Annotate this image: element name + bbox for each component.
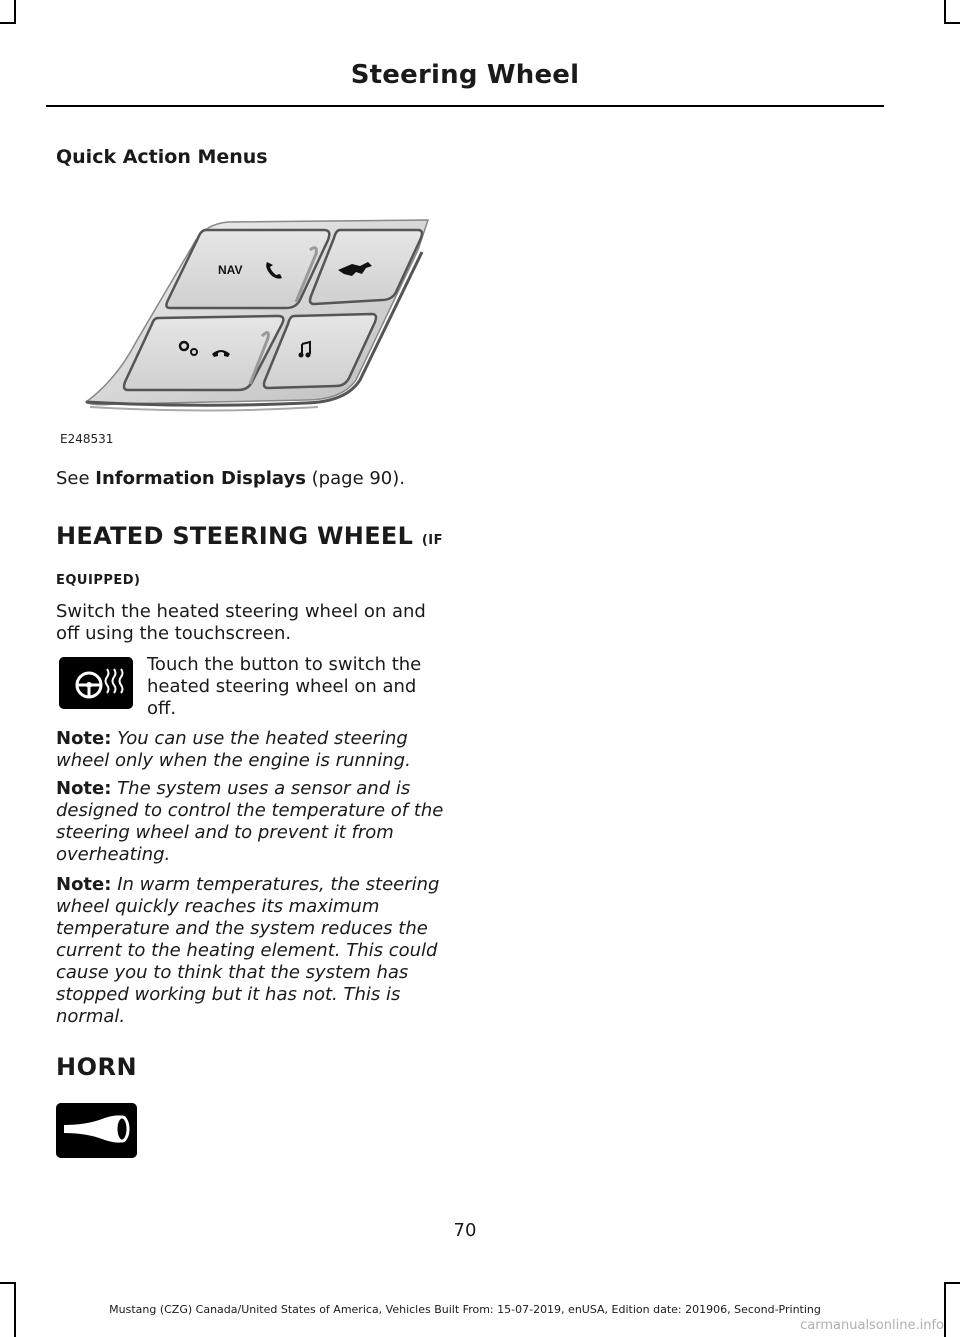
crop-mark (944, 22, 960, 24)
see-prefix: See (56, 468, 96, 489)
cross-reference-link[interactable]: Information Displays (95, 468, 306, 489)
section-title-quick-action-menus: Quick Action Menus (56, 146, 268, 168)
heated-title-suffix: (IF (421, 533, 443, 548)
horn-icon (56, 1103, 137, 1158)
note-label: Note: (56, 778, 112, 799)
header-rule (46, 105, 884, 107)
see-suffix: (page 90). (305, 468, 406, 489)
crop-mark (944, 1282, 946, 1337)
watermark: carmanualsonline.info (800, 1318, 944, 1333)
intro-paragraph: Switch the heated steering wheel on and off using the touchscreen. (56, 601, 426, 644)
heated-title-suffix-2: EQUIPPED) (56, 573, 141, 588)
nav-key-label: NAV (218, 263, 243, 277)
crop-mark (0, 1282, 16, 1284)
note-label: Note: (56, 874, 112, 895)
crop-mark (944, 1282, 960, 1284)
running-head: Steering Wheel (350, 60, 580, 90)
heated-title-main: HEATED STEERING WHEEL (56, 522, 414, 550)
crop-mark (944, 0, 946, 22)
note-label: Note: (56, 728, 112, 749)
figure-id: E248531 (60, 432, 114, 446)
steering-switch-illustration (56, 210, 446, 450)
note-text: In warm temperatures, the steering wheel quickly reaches its maximum temperature and the system reduces the current to the heating element. This could cause you to think that the system has stopped working but it has not. This is normal. (56, 874, 440, 1027)
page-number: 70 (453, 1220, 477, 1241)
note (56, 778, 448, 866)
section-title-horn: HORN (56, 1053, 138, 1081)
note (56, 728, 448, 772)
touch-instruction: Touch the button to switch the heated steering wheel on and off. (147, 654, 422, 719)
crop-mark (14, 0, 16, 22)
cross-reference (56, 468, 448, 490)
note-text: The system uses a sensor and is designed to control the temperature of the steering wheel and to prevent it from overheating. (56, 778, 444, 865)
section-title-heated-steering-wheel (56, 521, 448, 596)
page-footer: Mustang (CZG) Canada/United States of America, Vehicles Built From: 15-07-2019, enUSA, Edition date: 201906, Second-Printing (109, 1303, 821, 1316)
crop-mark (0, 22, 16, 24)
note (56, 874, 448, 1028)
note-text: You can use the heated steering wheel only when the engine is running. (56, 728, 411, 771)
heated-steering-wheel-icon (59, 657, 133, 709)
